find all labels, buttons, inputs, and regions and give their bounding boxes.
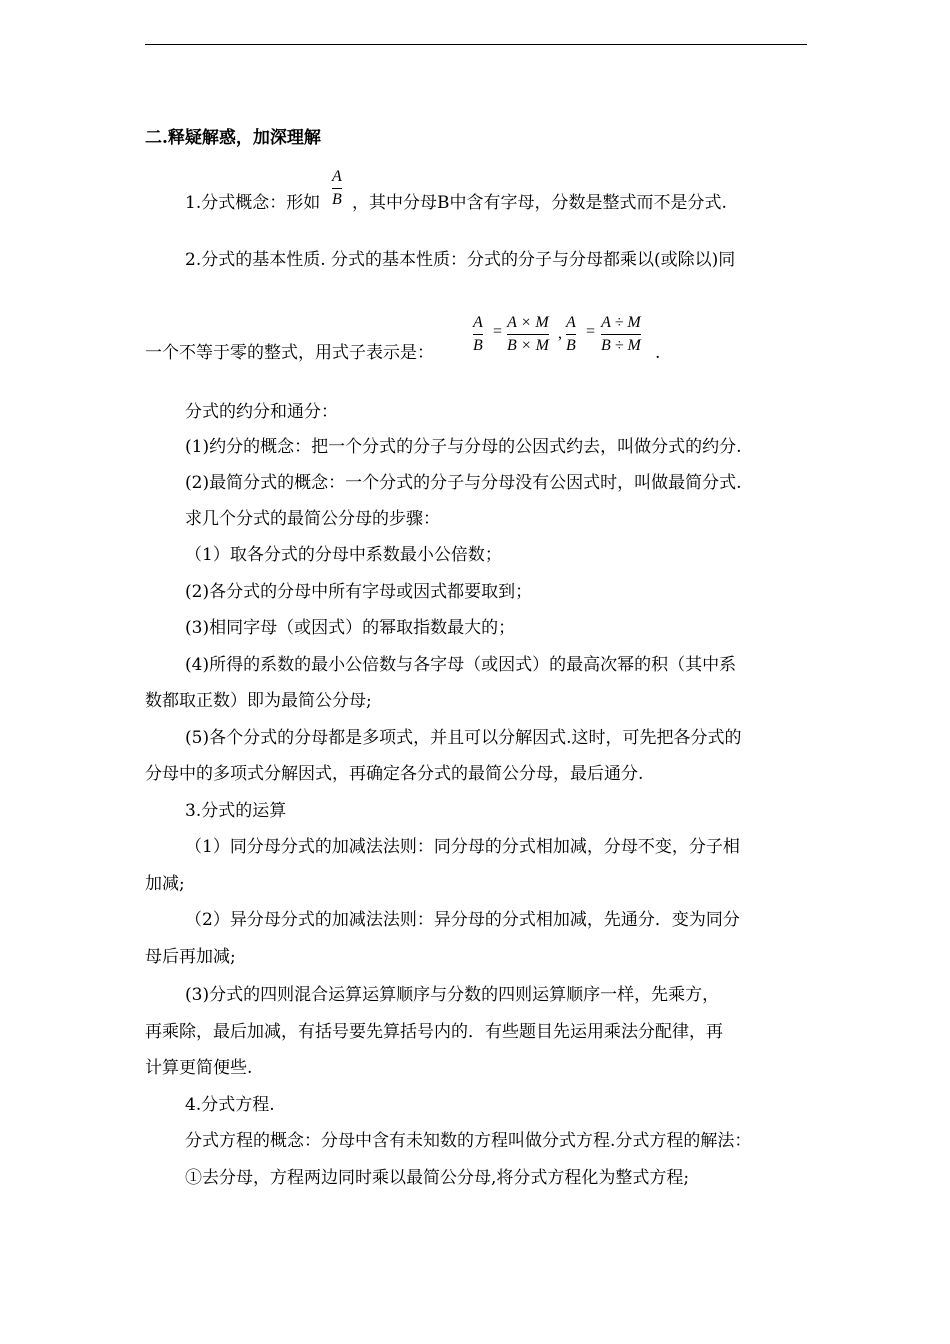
equals-sign-2: = (586, 323, 596, 340)
lcd-steps-heading: 求几个分式的最简公分母的步骤： (185, 509, 440, 529)
formula-a-over-b-2 (566, 314, 576, 355)
equation-concept: 分式方程的概念：分母中含有未知数的方程叫做分式方程.分式方程的解法： (185, 1131, 752, 1151)
reduction-heading: 分式的约分和通分： (185, 402, 338, 422)
lcd-step-3: (3)相同字母（或因式）的幂取指数最大的； (185, 618, 516, 638)
fraction-bar (566, 334, 576, 335)
concept-line-suffix: ，其中分母B中含有字母，分数是整式而不是分式. (352, 193, 727, 213)
fraction-numerator: A (332, 168, 342, 185)
different-denominator-rule: （2）异分母分式的加减法法则：异分母的分式相加减，先通分．变为同分 (185, 910, 740, 930)
section-heading: 二.释疑解惑，加深理解 (145, 128, 321, 148)
different-denominator-rule-cont: 母后再加减; (145, 947, 236, 967)
lcd-step-1: （1）取各分式的分母中系数最小公倍数； (185, 545, 502, 565)
fraction-bar (473, 334, 483, 335)
fraction-denominator: B (332, 191, 342, 208)
fraction-a-over-b (332, 168, 342, 209)
equation-step-1: ①去分母，方程两边同时乘以最简公分母,将分式方程化为整式方程; (185, 1168, 690, 1188)
equals-sign-1: = (493, 323, 503, 340)
property-line: 2.分式的基本性质. 分式的基本性质：分式的分子与分母都乘以(或除以)同 (185, 250, 736, 270)
operations-heading: 3.分式的运算 (185, 801, 287, 821)
fraction-denominator: B × M (507, 337, 549, 354)
fraction-denominator: B (473, 337, 483, 354)
lcd-step-5-cont: 分母中的多项式分解因式，再确定各分式的最简公分母，最后通分. (145, 764, 644, 784)
equations-heading: 4.分式方程. (185, 1095, 275, 1115)
fraction-bar (601, 334, 641, 335)
reduction-concept: (1)约分的概念：把一个分式的分子与分母的公因式约去，叫做分式的约分. (185, 437, 742, 457)
fraction-bar (507, 334, 549, 335)
mixed-operations-rule: (3)分式的四则混合运算运算顺序与分数的四则运算顺序一样，先乘方， (185, 985, 720, 1005)
formula-a-over-b-1 (473, 314, 483, 355)
same-denominator-rule: （1）同分母分式的加减法法则：同分母的分式相加减，分母不变，分子相 (185, 837, 740, 857)
lcd-step-4-cont: 数都取正数）即为最简公分母; (145, 691, 372, 711)
lcd-step-4: (4)所得的系数的最小公倍数与各字母（或因式）的最高次幂的积（其中系 (185, 655, 737, 675)
concept-line-prefix: 1.分式概念：形如 (185, 193, 321, 213)
lcd-step-5: (5)各个分式的分母都是多项式，并且可以分解因式.这时，可先把各分式的 (185, 728, 742, 748)
fraction-bar (332, 188, 342, 189)
simplest-fraction-concept: (2)最简分式的概念：一个分式的分子与分母没有公因式时，叫做最简分式. (185, 473, 742, 493)
same-denominator-rule-cont: 加减; (145, 874, 185, 894)
mixed-operations-rule-cont-2: 计算更简便些. (145, 1058, 253, 1078)
comma-separator: , (558, 325, 562, 342)
fraction-numerator: A ÷ M (601, 314, 641, 331)
formula-divide (601, 314, 641, 355)
fraction-denominator: B ÷ M (601, 337, 641, 354)
formula-period: . (655, 343, 661, 363)
fraction-numerator: A × M (507, 314, 549, 331)
fraction-denominator: B (566, 337, 576, 354)
header-rule (145, 44, 807, 45)
fraction-numerator: A (473, 314, 483, 331)
property-expression-line: 一个不等于零的整式，用式子表示是： (145, 343, 434, 363)
fraction-numerator: A (566, 314, 576, 331)
lcd-step-2: (2)各分式的分母中所有字母或因式都要取到； (185, 582, 533, 602)
formula-multiply (507, 314, 549, 355)
mixed-operations-rule-cont-1: 再乘除，最后加减，有括号要先算括号内的．有些题目先运用乘法分配律，再 (145, 1022, 723, 1042)
